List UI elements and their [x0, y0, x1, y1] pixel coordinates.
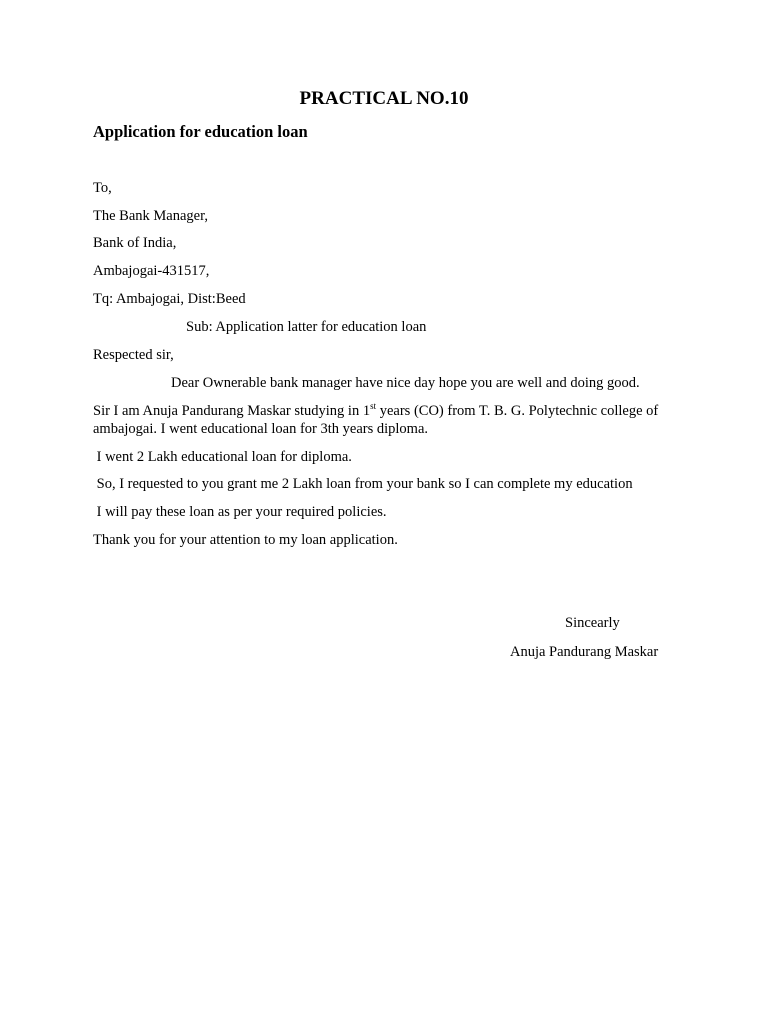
intro-paragraph — [93, 402, 683, 438]
thanks-line: Thank you for your attention to my loan application. — [93, 532, 398, 548]
address-recipient: The Bank Manager, — [93, 208, 208, 224]
intro-text-start: Sir I am Anuja Pandurang Maskar studying in 1 — [93, 403, 371, 419]
address-to: To, — [93, 180, 112, 196]
request-line: So, I requested to you grant me 2 Lakh loan from your bank so I can complete my education — [93, 476, 633, 492]
intro-text-end: years (CO) from T. B. G. Polytechnic college of ambajogai. I went educational loan for 3th years diploma. — [93, 403, 659, 437]
signature-name: Anuja Pandurang Maskar — [510, 644, 659, 660]
ordinal-suffix: st — [370, 401, 377, 412]
loan-amount-line: I went 2 Lakh educational loan for diploma. — [93, 449, 352, 465]
address-city: Ambajogai-431517, — [93, 263, 210, 279]
salutation: Respected sir, — [93, 347, 174, 363]
page-title: PRACTICAL NO.10 — [299, 88, 469, 109]
closing: Sincearly — [565, 615, 620, 631]
repayment-line: I will pay these loan as per your required policies. — [93, 504, 387, 520]
address-bank: Bank of India, — [93, 235, 177, 251]
greeting-paragraph: Dear Ownerable bank manager have nice day hope you are well and doing good. — [171, 375, 640, 391]
address-district: Tq: Ambajogai, Dist:Beed — [93, 291, 246, 307]
subject-line: Sub: Application latter for education loan — [186, 319, 427, 335]
document-subtitle: Application for education loan — [93, 122, 308, 141]
